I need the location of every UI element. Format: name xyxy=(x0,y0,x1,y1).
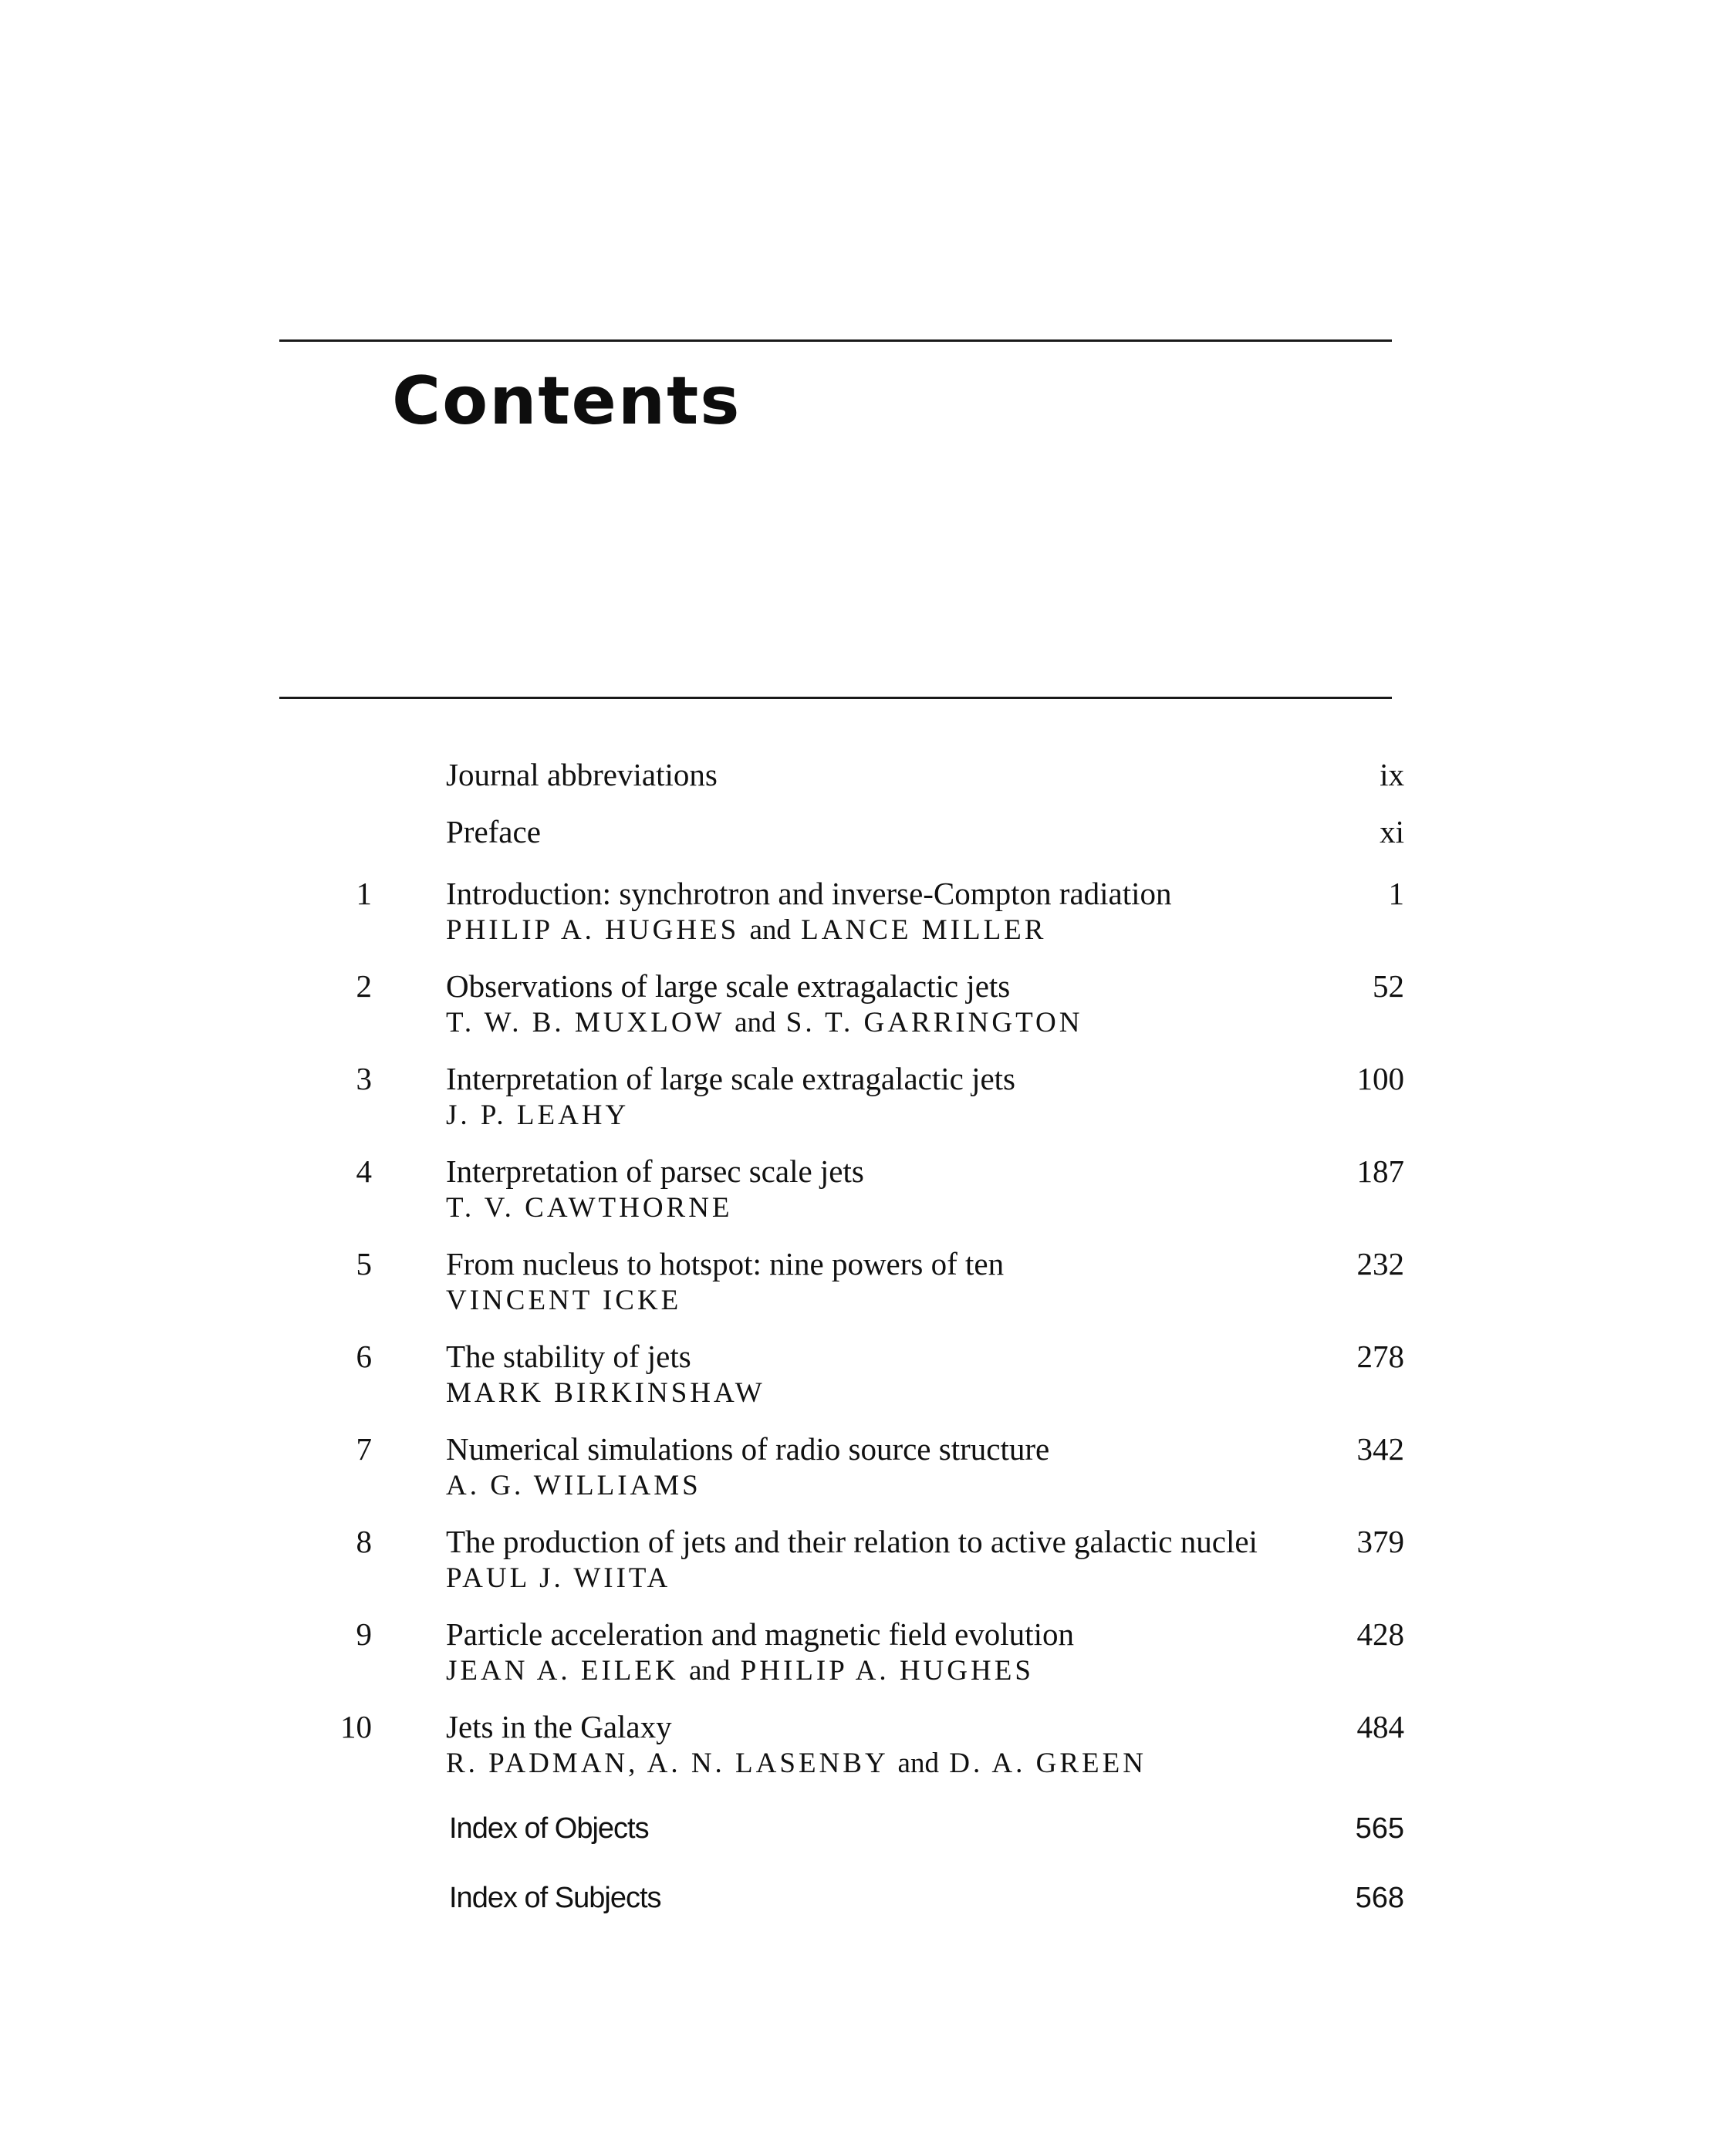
chapter-authors xyxy=(386,912,1412,949)
chapter-number: 6 xyxy=(356,1339,372,1374)
author-name: D. A. GREEN xyxy=(949,1748,1147,1779)
chapter-number: 3 xyxy=(356,1061,372,1096)
toc-entry-chapter-4[interactable] xyxy=(356,1153,1412,1227)
table-of-contents xyxy=(340,756,1412,1916)
page-title: Contents xyxy=(392,363,741,440)
chapter-number: 5 xyxy=(356,1246,372,1282)
toc-entry-title: Index of Subjects xyxy=(449,1882,661,1914)
chapter-page: 52 xyxy=(1373,968,1404,1004)
chapter-title: Interpretation of parsec scale jets xyxy=(446,1153,864,1189)
chapter-authors xyxy=(386,1467,1412,1504)
chapter-authors xyxy=(386,1375,1412,1412)
author-joiner: and xyxy=(735,1007,776,1038)
chapter-authors xyxy=(386,1745,1412,1782)
author-name: S. T. GARRINGTON xyxy=(785,1007,1083,1038)
toc-entry-chapter-8[interactable] xyxy=(356,1523,1412,1597)
toc-entry-title: Journal abbreviations xyxy=(446,757,718,792)
toc-entry-page: xi xyxy=(1380,814,1404,849)
toc-entry-preface[interactable] xyxy=(386,813,1412,850)
chapter-title: The production of jets and their relation to active galactic nuclei xyxy=(446,1524,1258,1559)
chapter-authors xyxy=(386,1097,1412,1134)
author-joiner: and xyxy=(897,1748,939,1779)
toc-entry-chapter-6[interactable] xyxy=(356,1338,1412,1412)
section-rule xyxy=(279,697,1392,699)
author-name: J. P. LEAHY xyxy=(446,1099,630,1131)
chapter-number: 1 xyxy=(356,876,372,911)
author-name: MARK BIRKINSHAW xyxy=(446,1377,765,1409)
chapter-page: 428 xyxy=(1356,1616,1404,1652)
chapter-title: From nucleus to hotspot: nine powers of ten xyxy=(446,1246,1005,1282)
chapter-title: Introduction: synchrotron and inverse-Compton radiation xyxy=(446,876,1172,911)
author-name: VINCENT ICKE xyxy=(446,1285,682,1316)
author-name: A. G. WILLIAMS xyxy=(446,1470,701,1501)
toc-entry-chapter-2[interactable] xyxy=(356,968,1412,1042)
author-name: T. V. CAWTHORNE xyxy=(446,1192,733,1224)
toc-entry-chapter-10[interactable] xyxy=(340,1708,1412,1782)
chapter-authors xyxy=(386,1190,1412,1227)
chapter-number: 10 xyxy=(340,1709,372,1744)
chapter-authors xyxy=(386,1653,1412,1690)
chapter-title: Interpretation of large scale extragalactic jets xyxy=(446,1061,1015,1096)
chapter-page: 187 xyxy=(1356,1153,1404,1189)
chapter-title: Observations of large scale extragalactic jets xyxy=(446,968,1011,1004)
chapter-title: Numerical simulations of radio source structure xyxy=(446,1431,1050,1467)
author-name: PHILIP A. HUGHES xyxy=(446,914,740,946)
chapter-number: 4 xyxy=(356,1153,372,1189)
chapter-page: 232 xyxy=(1356,1246,1404,1282)
chapter-authors xyxy=(386,1282,1412,1319)
author-joiner: and xyxy=(749,914,791,946)
chapter-page: 342 xyxy=(1356,1431,1404,1467)
chapter-number: 8 xyxy=(356,1524,372,1559)
author-name: LANCE MILLER xyxy=(801,914,1047,946)
toc-entry-chapter-5[interactable] xyxy=(356,1245,1412,1319)
chapter-title: The stability of jets xyxy=(446,1339,691,1374)
chapter-page: 379 xyxy=(1356,1524,1404,1559)
toc-entry-page: 565 xyxy=(1355,1812,1404,1845)
author-joiner: and xyxy=(688,1655,731,1687)
chapter-page: 1 xyxy=(1388,876,1404,911)
chapter-authors xyxy=(386,1560,1412,1597)
chapter-title: Particle acceleration and magnetic field evolution xyxy=(446,1616,1074,1652)
chapter-page: 484 xyxy=(1356,1709,1404,1744)
toc-entry-page: ix xyxy=(1380,757,1404,792)
toc-entry-chapter-1[interactable] xyxy=(356,875,1412,949)
author-name: JEAN A. EILEK xyxy=(446,1655,679,1687)
toc-entry-title: Index of Objects xyxy=(449,1812,649,1845)
chapter-number: 2 xyxy=(356,968,372,1004)
chapter-number: 7 xyxy=(356,1431,372,1467)
author-name: R. PADMAN, A. N. LASENBY xyxy=(446,1748,888,1779)
toc-entry-journal-abbreviations[interactable] xyxy=(386,756,1412,793)
toc-entry-title: Preface xyxy=(446,814,541,849)
chapter-title: Jets in the Galaxy xyxy=(446,1709,672,1744)
toc-entry-chapter-3[interactable] xyxy=(356,1060,1412,1134)
chapter-page: 278 xyxy=(1356,1339,1404,1374)
toc-entry-page: 568 xyxy=(1355,1882,1404,1914)
author-name: T. W. B. MUXLOW xyxy=(446,1007,724,1038)
chapter-page: 100 xyxy=(1356,1061,1404,1096)
chapter-number: 9 xyxy=(356,1616,372,1652)
toc-entry-index-of-objects[interactable] xyxy=(386,1810,1412,1847)
toc-entry-chapter-9[interactable] xyxy=(356,1616,1412,1690)
author-name: PHILIP A. HUGHES xyxy=(740,1655,1034,1687)
author-name: PAUL J. WIITA xyxy=(446,1562,671,1594)
top-rule xyxy=(279,339,1392,342)
toc-entry-index-of-subjects[interactable] xyxy=(386,1879,1412,1916)
chapter-authors xyxy=(386,1005,1412,1042)
toc-entry-chapter-7[interactable] xyxy=(356,1430,1412,1504)
